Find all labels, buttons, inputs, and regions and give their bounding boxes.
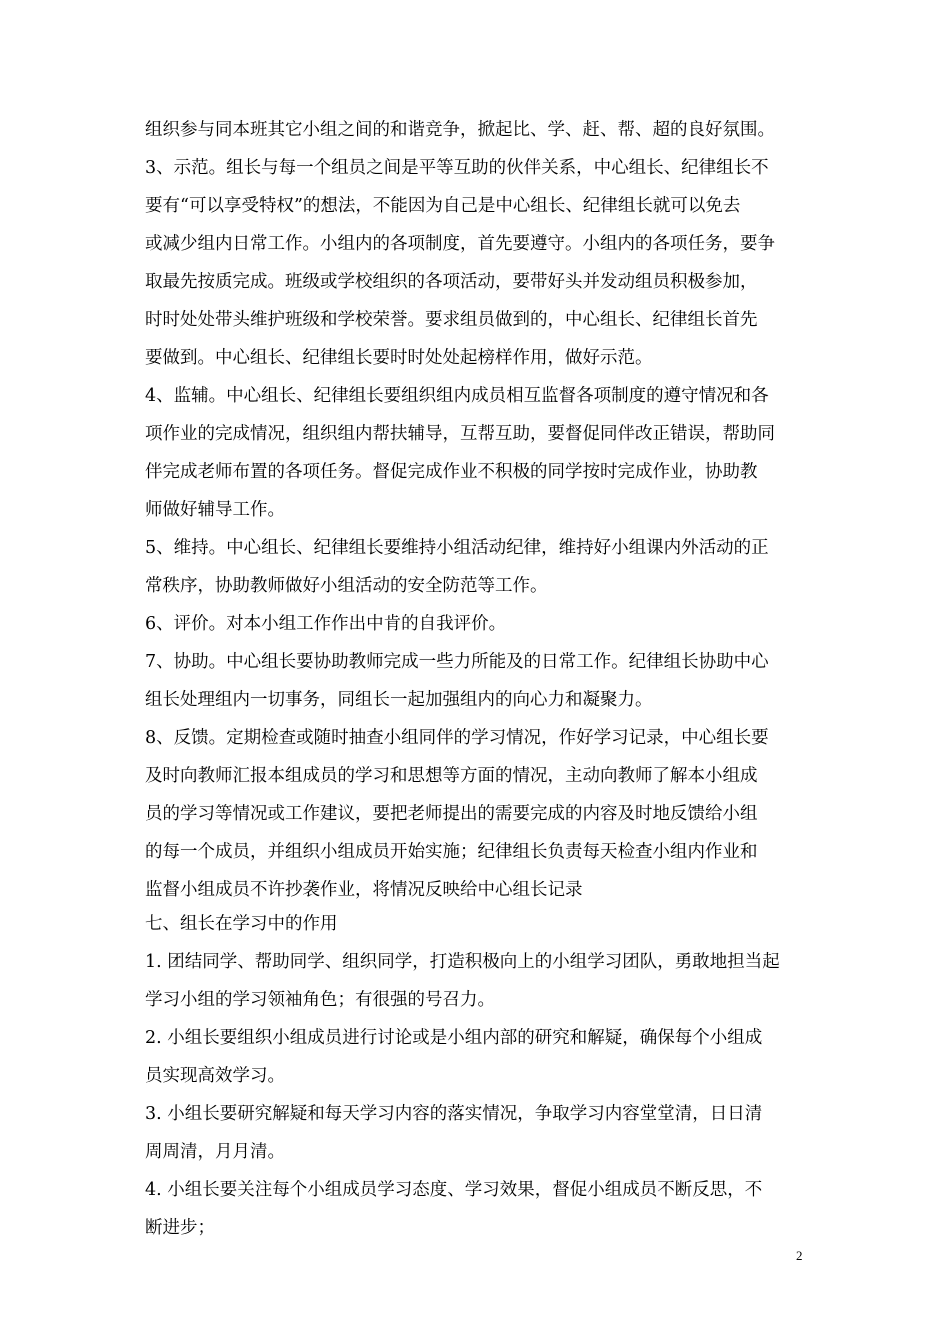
text-line: 学习小组的学习领袖角色；有很强的号召力。 bbox=[145, 990, 495, 1010]
text-line: 6、评价。对本小组工作作出中肯的自我评价。 bbox=[145, 614, 507, 634]
text-line: 七、组长在学习中的作用 bbox=[145, 914, 338, 934]
text-line: 常秩序，协助教师做好小组活动的安全防范等工作。 bbox=[145, 576, 548, 596]
text-line: 监督小组成员不许抄袭作业，将情况反映给中心组长记录 bbox=[145, 880, 583, 900]
text-line: 8、反馈。定期检查或随时抽查小组同伴的学习情况，作好学习记录，中心组长要 bbox=[145, 728, 769, 748]
text-line: 7、协助。中心组长要协助教师完成一些力所能及的日常工作。纪律组长协助中心 bbox=[145, 652, 769, 672]
text-line: 1. 团结同学、帮助同学、组织同学，打造积极向上的小组学习团队，勇敢地担当起 bbox=[145, 952, 780, 972]
page-number: 2 bbox=[796, 1248, 803, 1263]
text-line: 周周清，月月清。 bbox=[145, 1142, 285, 1162]
text-line: 要有“可以享受特权”的想法，不能因为自己是中心组长、纪律组长就可以免去 bbox=[145, 196, 741, 216]
text-line: 2. 小组长要组织小组成员进行讨论或是小组内部的研究和解疑，确保每个小组成 bbox=[145, 1028, 763, 1048]
text-line: 及时向教师汇报本组成员的学习和思想等方面的情况，主动向教师了解本小组成 bbox=[145, 766, 758, 786]
text-line: 断进步； bbox=[145, 1218, 215, 1238]
text-line: 伴完成老师布置的各项任务。督促完成作业不积极的同学按时完成作业，协助教 bbox=[145, 462, 758, 482]
text-line: 取最先按质完成。班级或学校组织的各项活动，要带好头并发动组员积极参加， bbox=[145, 272, 758, 292]
text-line: 3. 小组长要研究解疑和每天学习内容的落实情况，争取学习内容堂堂清，日日清 bbox=[145, 1104, 763, 1124]
text-line: 员实现高效学习。 bbox=[145, 1066, 285, 1086]
text-line: 3、示范。组长与每一个组员之间是平等互助的伙伴关系，中心组长、纪律组长不 bbox=[145, 158, 769, 178]
text-line: 4、监辅。中心组长、纪律组长要组织组内成员相互监督各项制度的遵守情况和各 bbox=[145, 386, 769, 406]
text-line: 5、维持。中心组长、纪律组长要维持小组活动纪律，维持好小组课内外活动的正 bbox=[145, 538, 769, 558]
text-line: 项作业的完成情况，组织组内帮扶辅导，互帮互助，要督促同伴改正错误，帮助同 bbox=[145, 424, 775, 444]
text-line: 员的学习等情况或工作建议，要把老师提出的需要完成的内容及时地反馈给小组 bbox=[145, 804, 758, 824]
text-line: 4. 小组长要关注每个小组成员学习态度、学习效果，督促小组成员不断反思，不 bbox=[145, 1180, 763, 1200]
text-line: 时时处处带头维护班级和学校荣誉。要求组员做到的，中心组长、纪律组长首先 bbox=[145, 310, 758, 330]
text-line: 或减少组内日常工作。小组内的各项制度，首先要遵守。小组内的各项任务，要争 bbox=[145, 234, 775, 254]
text-line: 要做到。中心组长、纪律组长要时时处处起榜样作用，做好示范。 bbox=[145, 348, 653, 368]
text-line: 师做好辅导工作。 bbox=[145, 500, 285, 520]
text-line: 的每一个成员，并组织小组成员开始实施；纪律组长负责每天检查小组内作业和 bbox=[145, 842, 758, 862]
text-line: 组织参与同本班其它小组之间的和谐竞争，掀起比、学、赶、帮、超的良好氛围。 bbox=[145, 120, 775, 140]
text-line: 组长处理组内一切事务，同组长一起加强组内的向心力和凝聚力。 bbox=[145, 690, 653, 710]
